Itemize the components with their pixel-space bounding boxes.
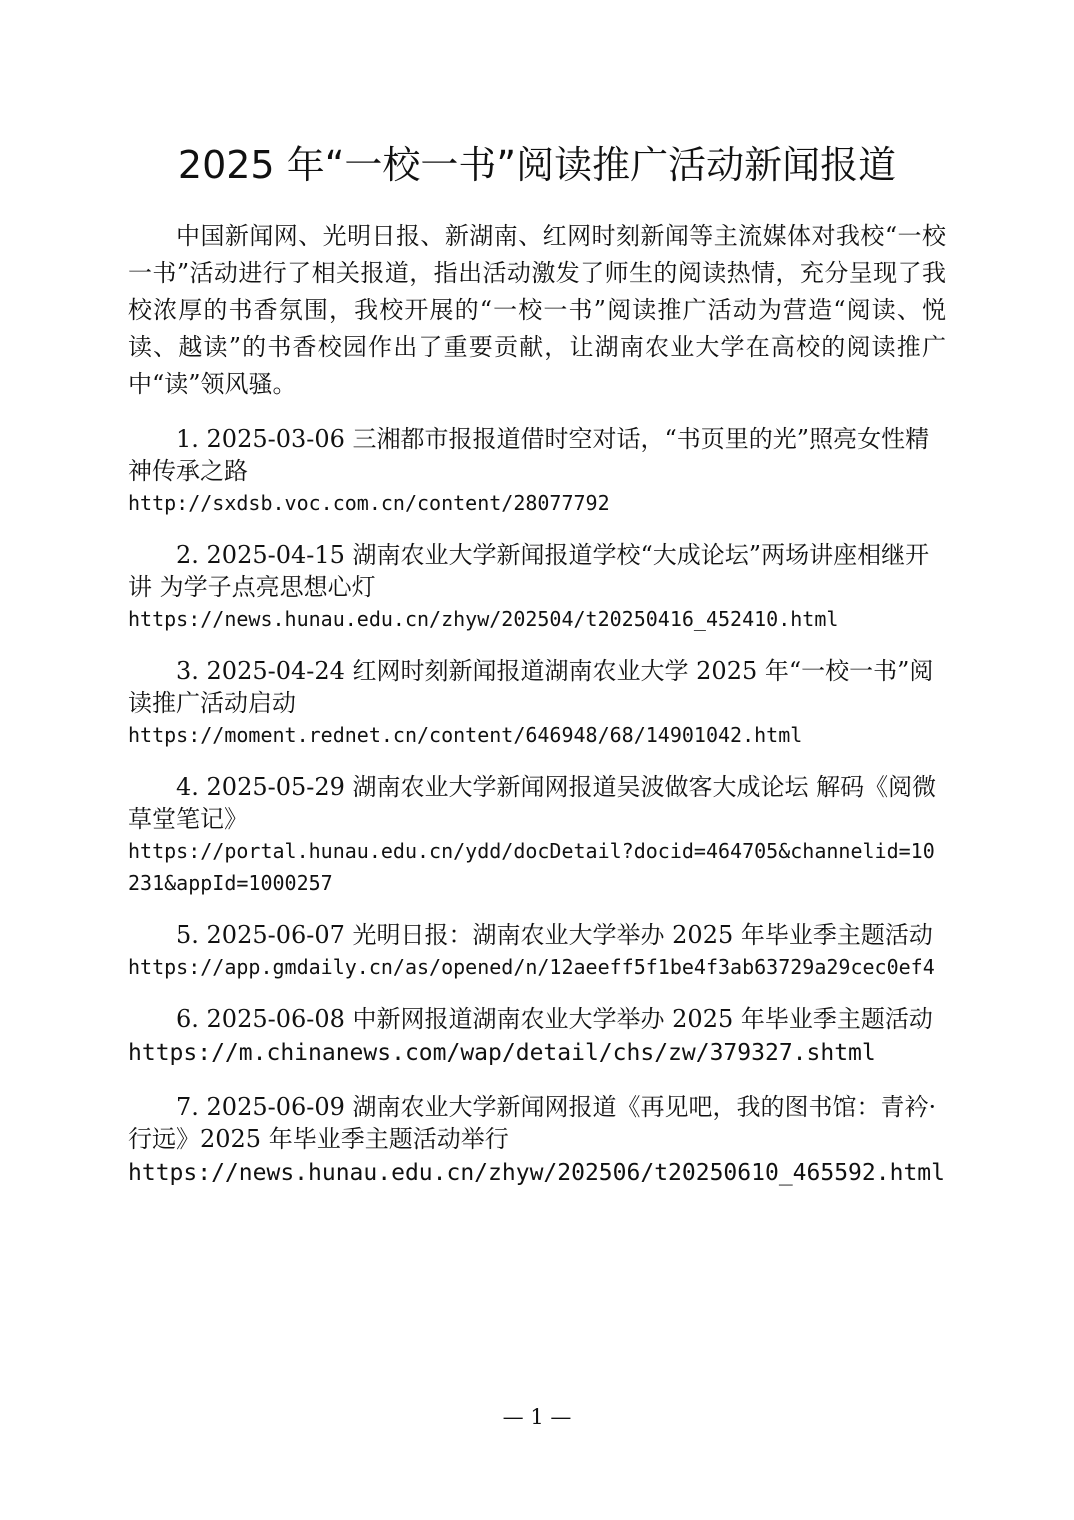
news-entry-text: 6. 2025-06-08 中新网报道湖南农业大学举办 2025 年毕业季主题活动 (176, 1005, 933, 1033)
news-entry-2 (128, 539, 946, 635)
news-entry-7 (128, 1091, 946, 1191)
intro-paragraph: 中国新闻网、光明日报、新湖南、红网时刻新闻等主流媒体对我校“一校一书”活动进行了相关报道，指出活动激发了师生的阅读热情，充分呈现了我校浓厚的书香氛围，我校开展的“一校一书”阅读推广活动为营造“阅读、悦读、越读”的书香校园作出了重要贡献，让湖南农业大学在高校的阅读推广中“读”领风骚。 (128, 222, 946, 398)
news-entry-6 (128, 1003, 946, 1071)
news-entry-url: https://news.hunau.edu.cn/zhyw/202504/t20250416_452410.html (128, 607, 839, 631)
news-entry-1 (128, 423, 946, 519)
news-entry-text: 5. 2025-06-07 光明日报：湖南农业大学举办 2025 年毕业季主题活动 (176, 921, 933, 949)
page-number: — 1 — (502, 1405, 572, 1429)
news-entry-text: 4. 2025-05-29 湖南农业大学新闻网报道吴波做客大成论坛 解码《阅微草堂笔记》 (128, 773, 937, 833)
news-entry-url: https://moment.rednet.cn/content/646948/68/14901042.html (128, 723, 803, 747)
document-body (128, 218, 946, 1211)
news-entry-url: https://portal.hunau.edu.cn/ydd/docDetail?docid=464705&channelid=10231&appId=1000257 (128, 839, 935, 895)
news-entry-text: 7. 2025-06-09 湖南农业大学新闻网报道《再见吧，我的图书馆：青衿·行远》2025 年毕业季主题活动举行 (128, 1093, 937, 1153)
news-entry-3 (128, 655, 946, 751)
news-entry-4 (128, 771, 946, 899)
news-entry-url: https://app.gmdaily.cn/as/opened/n/12aeeff5f1be4f3ab63729a29cec0ef4 (128, 955, 935, 979)
news-entry-text: 3. 2025-04-24 红网时刻新闻报道湖南农业大学 2025 年“一校一书”阅读推广活动启动 (128, 657, 934, 717)
news-entry-text: 2. 2025-04-15 湖南农业大学新闻报道学校“大成论坛”两场讲座相继开讲 为学子点亮思想心灯 (128, 541, 930, 601)
news-entry-url: http://sxdsb.voc.com.cn/content/28077792 (128, 491, 610, 515)
news-entry-url: https://news.hunau.edu.cn/zhyw/202506/t20250610_465592.html (128, 1160, 945, 1186)
news-entry-text: 1. 2025-03-06 三湘都市报报道借时空对话，“书页里的光”照亮女性精神传承之路 (128, 425, 930, 485)
news-entry-url: https://m.chinanews.com/wap/detail/chs/zw/379327.shtml (128, 1040, 876, 1066)
document-title: 2025 年“一校一书”阅读推广活动新闻报道 (177, 143, 897, 187)
news-entry-5 (128, 919, 946, 983)
